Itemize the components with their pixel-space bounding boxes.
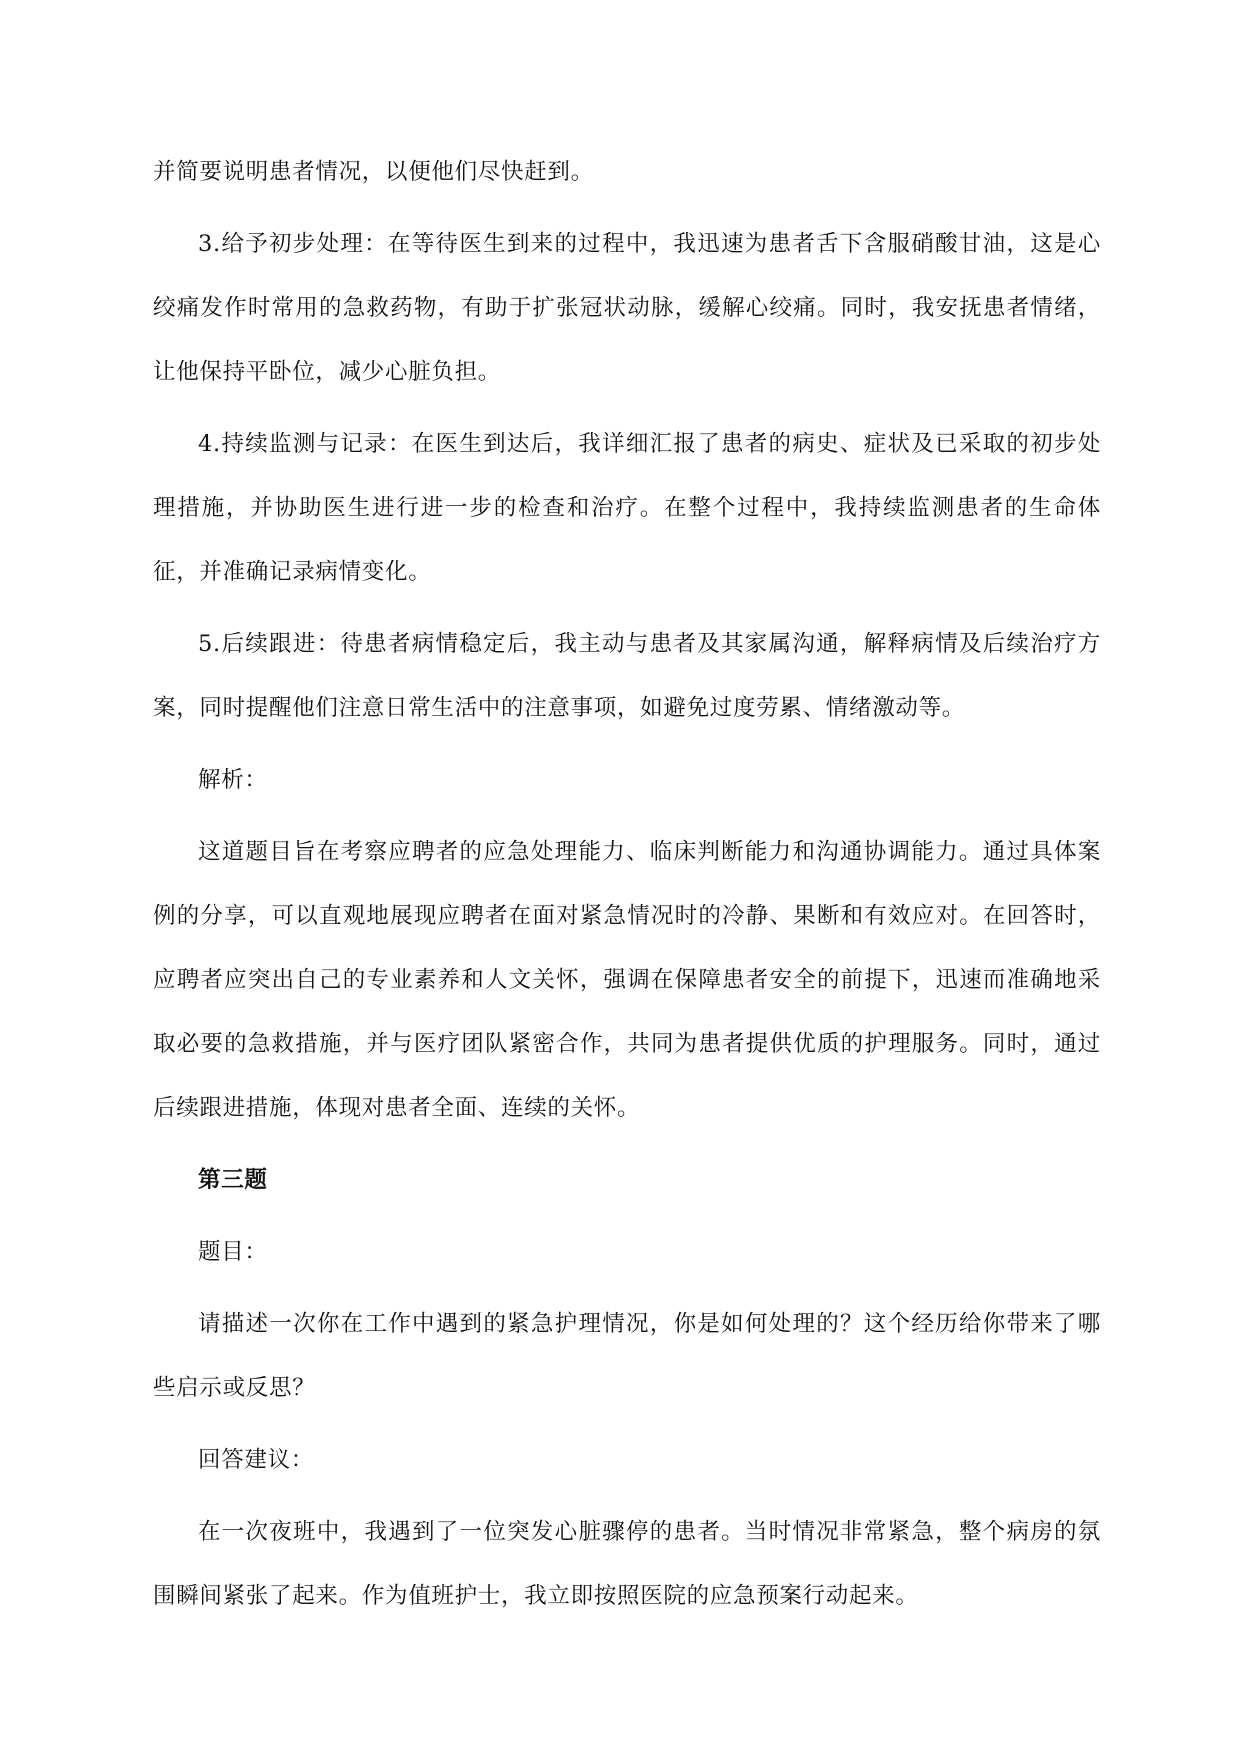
question-paragraph: 请描述一次你在工作中遇到的紧急护理情况，你是如何处理的？这个经历给你带来了哪些启示或反思？ xyxy=(153,1311,1101,1401)
analysis-paragraph: 这道题目旨在考察应聘者的应急处理能力、临床判断能力和沟通协调能力。通过具体案例的分享，可以直观地展现应聘者在面对紧急情况时的冷静、果断和有效应对。在回答时，应聘者应突出自己的专业素养和人文关怀，强调在保障患者安全的前提下，迅速而准确地采取必要的急救措施，并与医疗团队紧密合作，共同为患者提供优质的护理服务。同时，通过后续跟进措施，体现对患者全面、连续的关怀。 xyxy=(153,839,1101,1121)
analysis-label: 解析： xyxy=(198,767,268,793)
paragraph-step-5: 5.后续跟进：待患者病情稳定后，我主动与患者及其家属沟通，解释病情及后续治疗方案，同时提醒他们注意日常生活中的注意事项，如避免过度劳累、情绪激动等。 xyxy=(153,631,1101,721)
paragraph-continuation: 并简要说明患者情况，以便他们尽快赶到。 xyxy=(153,159,594,185)
paragraph-step-4: 4.持续监测与记录：在医生到达后，我详细汇报了患者的病史、症状及已采取的初步处理措施，并协助医生进行进一步的检查和治疗。在整个过程中，我持续监测患者的生命体征，并准确记录病情变化。 xyxy=(153,431,1101,585)
document-body xyxy=(153,140,1101,1636)
section-heading: 第三题 xyxy=(198,1167,268,1193)
paragraph-step-3: 3.给予初步处理：在等待医生到来的过程中，我迅速为患者舌下含服硝酸甘油，这是心绞痛发作时常用的急救药物，有助于扩张冠状动脉，缓解心绞痛。同时，我安抚患者情绪，让他保持平卧位，减少心脏负担。 xyxy=(153,231,1101,385)
question-label: 题目： xyxy=(198,1239,268,1265)
answer-paragraph: 在一次夜班中，我遇到了一位突发心脏骤停的患者。当时情况非常紧急，整个病房的氛围瞬间紧张了起来。作为值班护士，我立即按照医院的应急预案行动起来。 xyxy=(153,1519,1101,1609)
answer-label: 回答建议： xyxy=(198,1447,315,1473)
